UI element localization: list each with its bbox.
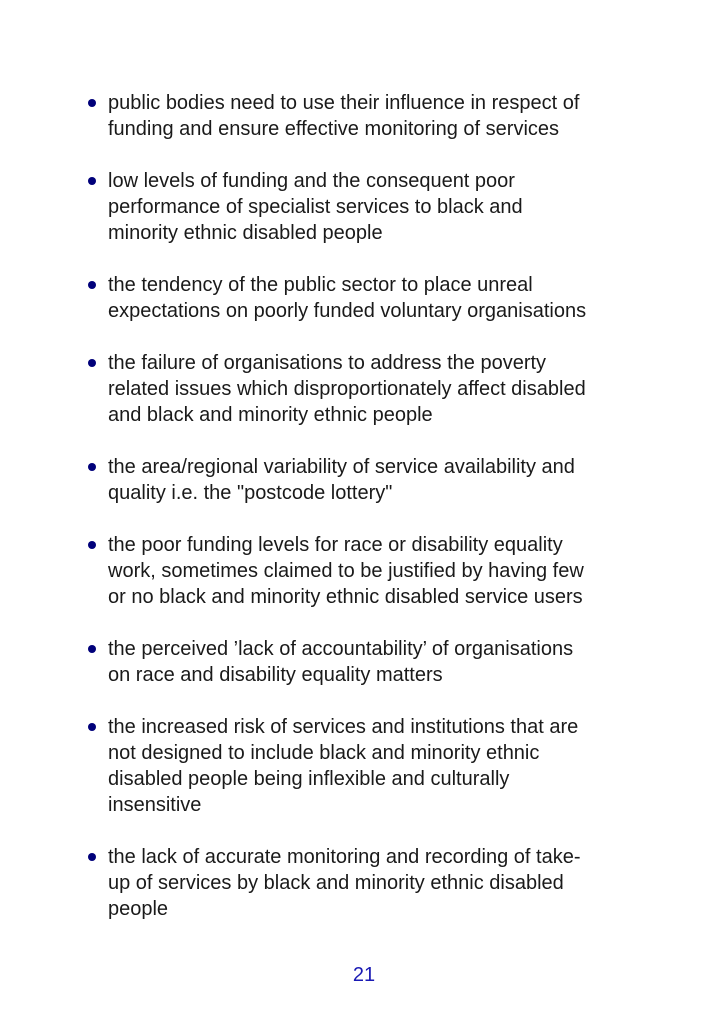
bullet-dot-icon bbox=[88, 177, 96, 185]
list-item bbox=[88, 714, 648, 818]
bullet-dot-icon bbox=[88, 645, 96, 653]
list-item-text: the area/regional variability of service availability and quality i.e. the "postcode lottery" bbox=[108, 456, 575, 504]
list-item-text: the tendency of the public sector to place unreal expectations on poorly funded voluntary organisations bbox=[108, 274, 587, 322]
bullet-dot-icon bbox=[88, 359, 96, 367]
list-item bbox=[88, 272, 648, 324]
list-item-text: public bodies need to use their influence in respect of funding and ensure effective monitoring of services bbox=[108, 92, 580, 140]
list-item bbox=[88, 454, 648, 506]
list-item bbox=[88, 636, 648, 688]
list-item-text: the lack of accurate monitoring and recording of take- up of services by black and minority ethnic disabled people bbox=[108, 846, 581, 920]
list-item bbox=[88, 350, 648, 428]
list-item bbox=[88, 844, 648, 922]
list-item-text: the perceived ’lack of accountability’ of organisations on race and disability equality matters bbox=[108, 638, 574, 686]
list-item-text: the increased risk of services and institutions that are not designed to include black and minority ethnic disabled people being inflexible and culturally insensitive bbox=[108, 716, 579, 816]
bullet-list bbox=[88, 90, 648, 948]
bullet-dot-icon bbox=[88, 463, 96, 471]
bullet-dot-icon bbox=[88, 541, 96, 549]
bullet-dot-icon bbox=[88, 281, 96, 289]
list-item-text: low levels of funding and the consequent poor performance of specialist services to black and minority ethnic disabled people bbox=[108, 170, 523, 244]
list-item bbox=[88, 168, 648, 246]
page-number: 21 bbox=[352, 964, 376, 986]
bullet-dot-icon bbox=[88, 99, 96, 107]
list-item-text: the poor funding levels for race or disability equality work, sometimes claimed to be justified by having few or no black and minority ethnic disabled service users bbox=[108, 534, 584, 608]
list-item bbox=[88, 532, 648, 610]
list-item-text: the failure of organisations to address the poverty related issues which disproportionately affect disabled and black and minority ethnic people bbox=[108, 352, 586, 426]
list-item bbox=[88, 90, 648, 142]
bullet-dot-icon bbox=[88, 723, 96, 731]
bullet-dot-icon bbox=[88, 853, 96, 861]
